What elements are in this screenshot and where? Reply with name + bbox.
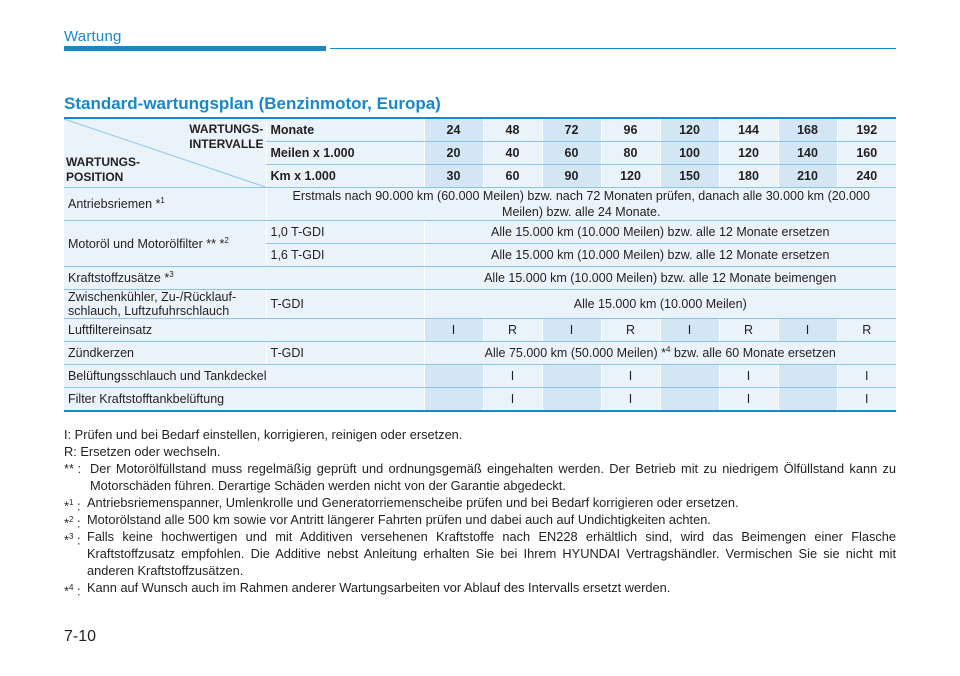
footnote-4: *$^4$ : Kann auf Wunsch auch im Rahmen anderer Wartungsarbeiten vor Ablauf des Intervalls ersetzt werden. — [64, 580, 671, 599]
interval-cell — [424, 365, 483, 388]
km-cell: 150 — [660, 165, 719, 188]
km-cell: 240 — [837, 165, 896, 188]
header-rule-thick — [64, 46, 326, 51]
interval-cell: I — [837, 365, 896, 388]
header-rule-thin — [330, 48, 896, 49]
variant-label: T-GDI — [266, 290, 424, 319]
interval-cell: I — [719, 365, 778, 388]
row-text: Alle 15.000 km (10.000 Meilen) — [424, 290, 896, 319]
interval-cell: I — [719, 388, 778, 412]
footnotes — [64, 426, 896, 599]
months-label: Monate — [266, 118, 424, 142]
row-label: Filter Kraftstofftankbelüftung — [64, 388, 424, 412]
km-cell: 210 — [778, 165, 837, 188]
interval-cell: I — [601, 365, 660, 388]
interval-cell — [542, 388, 601, 412]
months-cell: 48 — [483, 118, 542, 142]
position-label: WARTUNGS- POSITION — [66, 155, 140, 184]
interval-cell: I — [424, 319, 483, 342]
miles-label: Meilen x 1.000 — [266, 142, 424, 165]
months-cell: 192 — [837, 118, 896, 142]
miles-cell: 140 — [778, 142, 837, 165]
row-label: Zwischenkühler, Zu-/Rücklauf-schlauch, Luftzufuhrschlauch — [64, 290, 266, 319]
miles-cell: 40 — [483, 142, 542, 165]
table-row — [64, 290, 896, 319]
table-row — [64, 342, 896, 365]
row-label: Antriebsriemen *$^1$ — [64, 188, 266, 221]
variant-label: 1,0 T-GDI — [266, 221, 424, 244]
miles-cell: 160 — [837, 142, 896, 165]
section-title: Wartung — [64, 28, 122, 45]
footnote-1: *$^1$ : Antriebsriemenspanner, Umlenkrolle und Generatorriemenscheibe prüfen und bei Bedarf korrigieren oder ersetzen. — [64, 495, 739, 514]
row-text: Alle 75.000 km (50.000 Meilen) *$^4$ bzw. alle 60 Monate ersetzen — [424, 342, 896, 365]
row-label: Belüftungsschlauch und Tankdeckel — [64, 365, 424, 388]
intervals-label: WARTUNGS- INTERVALLE — [189, 122, 264, 151]
interval-cell — [660, 388, 719, 412]
interval-cell: I — [483, 365, 542, 388]
km-cell: 120 — [601, 165, 660, 188]
table-row — [64, 319, 896, 342]
miles-cell: 120 — [719, 142, 778, 165]
months-cell: 144 — [719, 118, 778, 142]
footnote-3: *$^3$ : Falls keine hochwertigen und mit Additiven versehenen Kraftstoffe nach EN228 erhältlich sind, wird das Beimengen einer Flasche Kraftstoffzusatz empfohlen. Die Additive nebst Anleitung erhalten Sie bei Ihrem HYUNDAI Vertragshändler. Vermischen Sie sie nicht mit anderen Kraftstoffzusätzen. — [64, 529, 896, 578]
interval-cell: I — [660, 319, 719, 342]
table-row — [64, 388, 896, 412]
row-text: Alle 15.000 km (10.000 Meilen) bzw. alle 12 Monate ersetzen — [424, 221, 896, 244]
months-cell: 168 — [778, 118, 837, 142]
interval-cell: R — [837, 319, 896, 342]
months-cell: 72 — [542, 118, 601, 142]
table-corner-header — [64, 118, 266, 188]
interval-cell — [778, 365, 837, 388]
footnote-r: R: Ersetzen oder wechseln. — [64, 444, 221, 459]
km-cell: 90 — [542, 165, 601, 188]
interval-cell: I — [778, 319, 837, 342]
km-cell: 60 — [483, 165, 542, 188]
page-title: Standard-wartungsplan (Benzinmotor, Europa) — [64, 94, 441, 113]
interval-cell: I — [601, 388, 660, 412]
interval-cell: R — [483, 319, 542, 342]
interval-cell: R — [719, 319, 778, 342]
interval-cell: I — [483, 388, 542, 412]
km-cell: 180 — [719, 165, 778, 188]
row-label: Luftfiltereinsatz — [64, 319, 424, 342]
km-cell: 30 — [424, 165, 483, 188]
footnote-i: I: Prüfen und bei Bedarf einstellen, korrigieren, reinigen oder ersetzen. — [64, 427, 463, 442]
table-row — [64, 365, 896, 388]
row-text: Alle 15.000 km (10.000 Meilen) bzw. alle 12 Monate ersetzen — [424, 244, 896, 267]
page-number: 7-10 — [64, 628, 97, 645]
interval-cell — [542, 365, 601, 388]
miles-cell: 20 — [424, 142, 483, 165]
table-row — [64, 221, 896, 244]
months-cell: 96 — [601, 118, 660, 142]
row-label: Zündkerzen — [64, 342, 266, 365]
row-text: Erstmals nach 90.000 km (60.000 Meilen) bzw. nach 72 Monaten prüfen, danach alle 30.000 km (20.000 Meilen) bzw. alle 24 Monate. — [266, 188, 896, 221]
interval-cell — [424, 388, 483, 412]
interval-cell: R — [601, 319, 660, 342]
km-label: Km x 1.000 — [266, 165, 424, 188]
table-row — [64, 267, 896, 290]
miles-cell: 100 — [660, 142, 719, 165]
months-cell: 24 — [424, 118, 483, 142]
interval-cell: I — [542, 319, 601, 342]
interval-cell — [660, 365, 719, 388]
row-text: Alle 15.000 km (10.000 Meilen) bzw. alle 12 Monate beimengen — [424, 267, 896, 290]
miles-cell: 80 — [601, 142, 660, 165]
footnote-oil: ** : Der Motorölfüllstand muss regelmäßig geprüft und ordnungsgemäß eingehalten werden. Der Betrieb mit zu niedrigem Ölfüllstand kann zu Motorschäden führen. Derartige Schäden werden nicht von der Garantie abgedeckt. — [64, 461, 896, 493]
row-label: Kraftstoffzusätze *$^3$ — [64, 267, 424, 290]
interval-cell: I — [837, 388, 896, 412]
miles-cell: 60 — [542, 142, 601, 165]
interval-cell — [778, 388, 837, 412]
table-row — [64, 188, 896, 221]
months-cell: 120 — [660, 118, 719, 142]
variant-label: 1,6 T-GDI — [266, 244, 424, 267]
row-label: Motoröl und Motorölfilter ** *$^2$ — [64, 221, 266, 267]
variant-label: T-GDI — [266, 342, 424, 365]
footnote-2: *$^2$ : Motorölstand alle 500 km sowie vor Antritt längerer Fahrten prüfen und dabei auch auf Undichtigkeiten achten. — [64, 512, 711, 531]
maintenance-table — [64, 117, 896, 412]
